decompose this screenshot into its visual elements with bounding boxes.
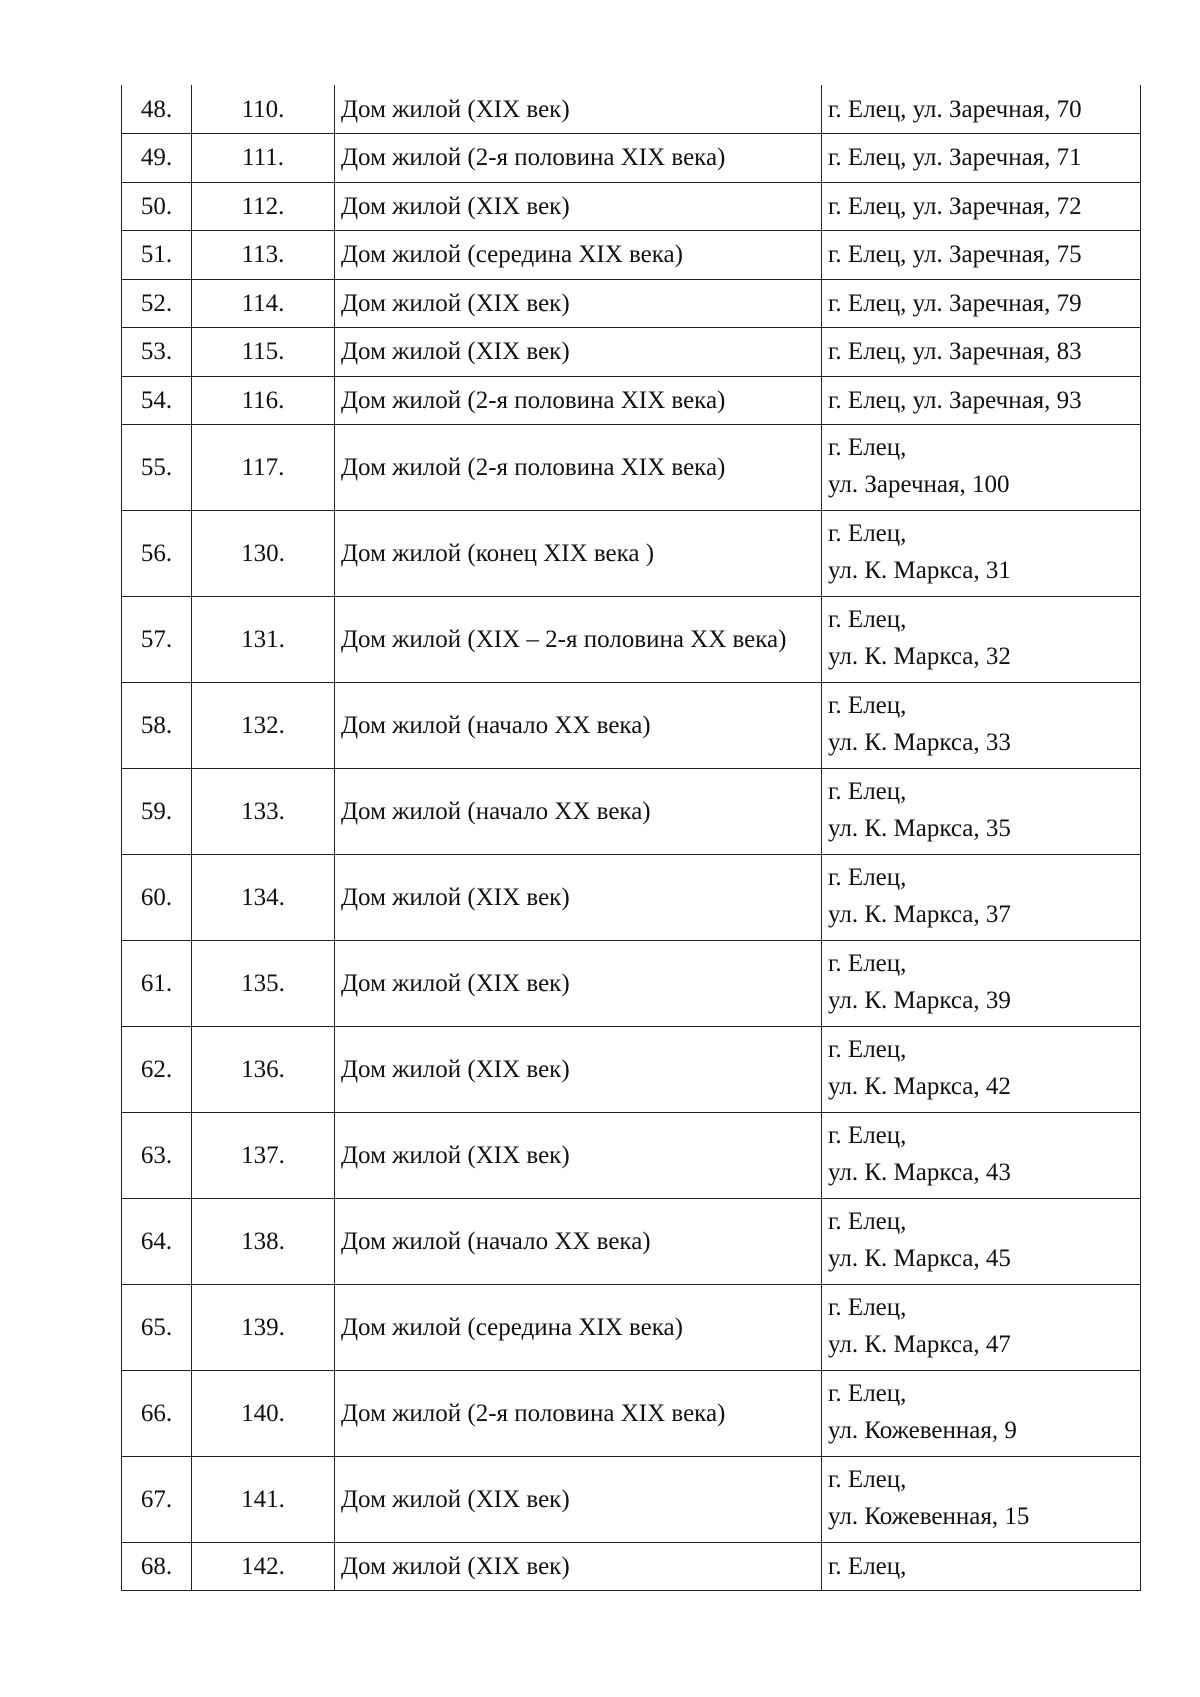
address-line: ул. К. Маркса, 39	[828, 987, 1011, 1014]
table-body	[122, 85, 1141, 1591]
address-line: г. Елец,	[828, 1294, 907, 1321]
address-line: ул. Заречная, 100	[828, 471, 1010, 498]
address-line: ул. К. Маркса, 32	[828, 643, 1011, 670]
address-line: г. Елец,	[828, 520, 907, 547]
address-line: г. Елец,	[828, 1208, 907, 1235]
table-row	[122, 1543, 1141, 1591]
row-number-cell: 49.	[122, 134, 192, 183]
object-name-cell: Дом жилой (начало XX века)	[335, 1199, 822, 1285]
address-cell	[822, 1543, 1141, 1591]
address-line: ул. К. Маркса, 37	[828, 901, 1011, 928]
table-row	[122, 1113, 1141, 1199]
row-number-cell: 67.	[122, 1457, 192, 1543]
registry-number-cell: 131.	[192, 597, 335, 683]
row-number-cell: 60.	[122, 855, 192, 941]
address-line: г. Елец,	[828, 778, 907, 805]
address-cell	[822, 425, 1141, 511]
address-cell	[822, 683, 1141, 769]
object-name-cell: Дом жилой (XIX век)	[335, 328, 822, 377]
object-name-cell: Дом жилой (начало XX века)	[335, 769, 822, 855]
registry-number-cell: 117.	[192, 425, 335, 511]
row-number-cell: 55.	[122, 425, 192, 511]
registry-number-cell: 133.	[192, 769, 335, 855]
registry-number-cell: 115.	[192, 328, 335, 377]
object-name-cell: Дом жилой (XIX век)	[335, 1027, 822, 1113]
address-cell	[822, 597, 1141, 683]
object-name-cell: Дом жилой (2-я половина XIX века)	[335, 376, 822, 425]
address-line: ул. К. Маркса, 47	[828, 1331, 1011, 1358]
registry-number-cell: 132.	[192, 683, 335, 769]
address-line: ул. К. Маркса, 33	[828, 729, 1011, 756]
row-number-cell: 56.	[122, 511, 192, 597]
address-cell	[822, 511, 1141, 597]
address-line: ул. К. Маркса, 31	[828, 557, 1011, 584]
address-cell	[822, 941, 1141, 1027]
object-name-cell: Дом жилой (2-я половина XIX века)	[335, 1371, 822, 1457]
table-row	[122, 597, 1141, 683]
table-row	[122, 1027, 1141, 1113]
address-line: ул. К. Маркса, 42	[828, 1073, 1011, 1100]
row-number-cell: 68.	[122, 1543, 192, 1591]
table-row	[122, 683, 1141, 769]
table-row	[122, 85, 1141, 134]
address-cell	[822, 328, 1141, 377]
table-row	[122, 1371, 1141, 1457]
address-cell	[822, 1113, 1141, 1199]
object-name-cell: Дом жилой (XIX век)	[335, 1113, 822, 1199]
object-name-cell: Дом жилой (середина XIX века)	[335, 1285, 822, 1371]
registry-number-cell: 113.	[192, 231, 335, 280]
table-row	[122, 1199, 1141, 1285]
object-name-cell: Дом жилой (начало XX века)	[335, 683, 822, 769]
address-cell	[822, 376, 1141, 425]
address-line: г. Елец,	[828, 950, 907, 977]
registry-number-cell: 137.	[192, 1113, 335, 1199]
registry-number-cell: 110.	[192, 85, 335, 134]
address-cell	[822, 1027, 1141, 1113]
address-line: ул. Кожевенная, 9	[828, 1417, 1017, 1444]
row-number-cell: 52.	[122, 279, 192, 328]
address-cell	[822, 1285, 1141, 1371]
address-line: г. Елец, ул. Заречная, 75	[828, 241, 1082, 269]
address-cell	[822, 855, 1141, 941]
registry-number-cell: 136.	[192, 1027, 335, 1113]
registry-number-cell: 130.	[192, 511, 335, 597]
row-number-cell: 62.	[122, 1027, 192, 1113]
row-number-cell: 48.	[122, 85, 192, 134]
object-name-cell: Дом жилой (XIX век)	[335, 182, 822, 231]
address-line: ул. К. Маркса, 45	[828, 1245, 1011, 1272]
registry-number-cell: 112.	[192, 182, 335, 231]
address-cell	[822, 85, 1141, 134]
row-number-cell: 63.	[122, 1113, 192, 1199]
object-name-cell: Дом жилой (2-я половина XIX века)	[335, 134, 822, 183]
table-row	[122, 279, 1141, 328]
address-line: г. Елец,	[828, 1122, 907, 1149]
address-line: г. Елец, ул. Заречная, 83	[828, 338, 1082, 366]
address-line: ул. Кожевенная, 15	[828, 1503, 1030, 1530]
address-line: г. Елец,	[828, 1380, 907, 1407]
object-name-cell: Дом жилой (XIX век)	[335, 1543, 822, 1591]
registry-number-cell: 140.	[192, 1371, 335, 1457]
row-number-cell: 54.	[122, 376, 192, 425]
table-row	[122, 231, 1141, 280]
registry-number-cell: 141.	[192, 1457, 335, 1543]
table-row	[122, 1457, 1141, 1543]
address-line: г. Елец, ул. Заречная, 79	[828, 289, 1082, 317]
address-cell	[822, 1199, 1141, 1285]
address-cell	[822, 1457, 1141, 1543]
row-number-cell: 53.	[122, 328, 192, 377]
table-row	[122, 425, 1141, 511]
registry-number-cell: 138.	[192, 1199, 335, 1285]
address-cell	[822, 769, 1141, 855]
table-row	[122, 134, 1141, 183]
object-name-cell: Дом жилой (XIX век)	[335, 279, 822, 328]
row-number-cell: 58.	[122, 683, 192, 769]
table-row	[122, 182, 1141, 231]
address-cell	[822, 279, 1141, 328]
registry-number-cell: 134.	[192, 855, 335, 941]
object-name-cell: Дом жилой (XIX век)	[335, 855, 822, 941]
table-row	[122, 855, 1141, 941]
table-row	[122, 1285, 1141, 1371]
row-number-cell: 64.	[122, 1199, 192, 1285]
heritage-objects-table	[121, 85, 1141, 1591]
address-line: г. Елец,	[828, 434, 907, 461]
address-line: г. Елец,	[828, 606, 907, 633]
address-line: г. Елец,	[828, 1553, 907, 1580]
registry-number-cell: 135.	[192, 941, 335, 1027]
object-name-cell: Дом жилой (XIX – 2-я половина XX века)	[335, 597, 822, 683]
address-line: г. Елец,	[828, 1466, 907, 1493]
address-line: г. Елец,	[828, 864, 907, 891]
registry-number-cell: 142.	[192, 1543, 335, 1591]
object-name-cell: Дом жилой (середина XIX века)	[335, 231, 822, 280]
address-line: ул. К. Маркса, 43	[828, 1159, 1011, 1186]
address-line: г. Елец, ул. Заречная, 71	[828, 144, 1082, 172]
address-cell	[822, 182, 1141, 231]
row-number-cell: 51.	[122, 231, 192, 280]
table-row	[122, 941, 1141, 1027]
table-row	[122, 376, 1141, 425]
address-line: г. Елец,	[828, 692, 907, 719]
row-number-cell: 66.	[122, 1371, 192, 1457]
address-line: г. Елец,	[828, 1036, 907, 1063]
address-cell	[822, 231, 1141, 280]
object-name-cell: Дом жилой (конец XIX века )	[335, 511, 822, 597]
table-row	[122, 511, 1141, 597]
row-number-cell: 50.	[122, 182, 192, 231]
address-line: г. Елец, ул. Заречная, 70	[828, 95, 1082, 123]
address-line: ул. К. Маркса, 35	[828, 815, 1011, 842]
registry-number-cell: 114.	[192, 279, 335, 328]
table-row	[122, 769, 1141, 855]
row-number-cell: 61.	[122, 941, 192, 1027]
registry-number-cell: 116.	[192, 376, 335, 425]
object-name-cell: Дом жилой (XIX век)	[335, 1457, 822, 1543]
row-number-cell: 65.	[122, 1285, 192, 1371]
registry-number-cell: 139.	[192, 1285, 335, 1371]
table-row	[122, 328, 1141, 377]
object-name-cell: Дом жилой (XIX век)	[335, 85, 822, 134]
object-name-cell: Дом жилой (XIX век)	[335, 941, 822, 1027]
object-name-cell: Дом жилой (2-я половина XIX века)	[335, 425, 822, 511]
address-line: г. Елец, ул. Заречная, 72	[828, 192, 1082, 220]
address-line: г. Елец, ул. Заречная, 93	[828, 386, 1082, 414]
row-number-cell: 59.	[122, 769, 192, 855]
row-number-cell: 57.	[122, 597, 192, 683]
address-cell	[822, 1371, 1141, 1457]
registry-number-cell: 111.	[192, 134, 335, 183]
address-cell	[822, 134, 1141, 183]
